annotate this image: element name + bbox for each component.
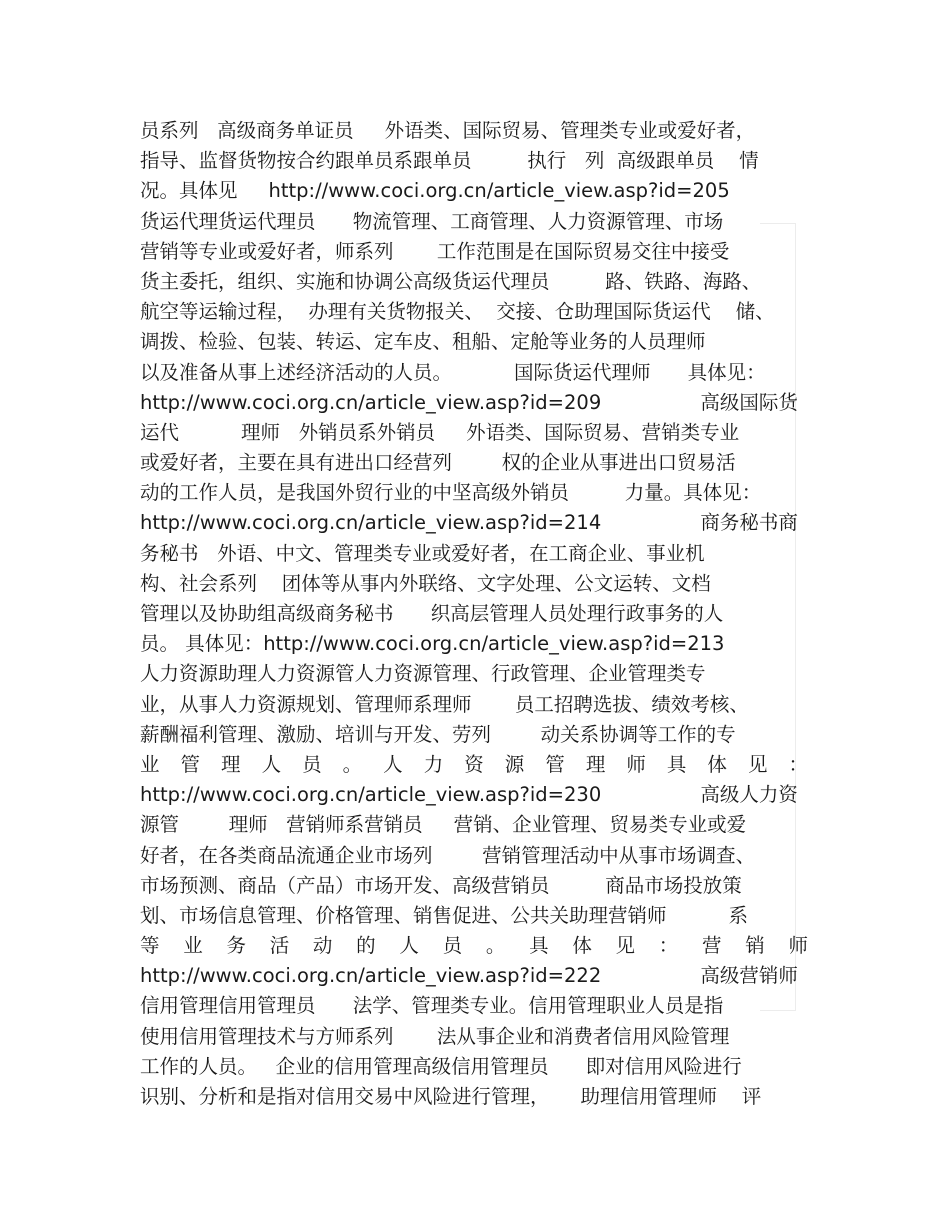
text-line: 工作的人员。 企业的信用管理高级信用管理员 即对信用风险进行 — [140, 1054, 742, 1078]
text-line-justified: 业 管 理 人 员 。 人 力 资 源 管 理 师 具 体 见 ： — [140, 752, 808, 776]
text-line-justified: 等 业 务 活 动 的 人 员 。 具 体 见 ： 营 销 师 — [140, 934, 808, 958]
text-line: 信用管理信用管理员 法学、管理类专业。信用管理职业人员是指 — [140, 994, 724, 1018]
text-line: 识别、分析和是指对信用交易中风险进行管理， 助理信用管理师 评 — [140, 1085, 762, 1108]
text-line: 市场预测、商品（产品）市场开发、高级营销员 商品市场投放策 — [140, 873, 742, 897]
text-line: 航空等运输过程， 办理有关货物报关、 交接、仓助理国际货运代 储、 — [140, 300, 775, 324]
text-line: 务秘书 外语、中文、管理类专业或爱好者，在工商企业、事业机 — [140, 541, 705, 565]
text-line: 源管 理师 营销师系营销员 营销、企业管理、贸易类专业或爱 — [140, 813, 747, 837]
text-line: 以及准备从事上述经济活动的人员。 国际货运代理师 具体见： — [140, 360, 766, 384]
url-line: http://www.coci.org.cn/article_view.asp?id=222 高级营销师 — [140, 964, 798, 988]
text-line: 运代 理师 外销员系外销员 外语类、国际贸易、营销类专业 — [140, 420, 740, 444]
text-line: 或爱好者，主要在具有进出口经营列 权的企业从事进出口贸易活 — [140, 451, 736, 475]
text-line: 动的工作人员，是我国外贸行业的中坚高级外销员 力量。具体见： — [140, 481, 762, 505]
text-line: 业，从事人力资源规划、管理师系理师 员工招聘选拔、绩效考核、 — [140, 692, 749, 716]
text-line: 况。具体见 http://www.coci.org.cn/article_view.asp?id=205 — [140, 179, 730, 203]
text-line: 员。 具体见：http://www.coci.org.cn/article_view.asp?id=213 — [140, 632, 725, 656]
text-line: 好者，在各类商品流通企业市场列 营销管理活动中从事市场调查、 — [140, 843, 756, 867]
text-line: 薪酬福利管理、激励、培训与开发、劳列 动关系协调等工作的专 — [140, 722, 736, 746]
text-line: 划、市场信息管理、价格管理、销售促进、公共关助理营销师 系 — [140, 903, 748, 927]
text-line: 调拨、检验、包装、转运、定车皮、租船、定舱等业务的人员理师 — [140, 330, 706, 354]
text-line: 营销等专业或爱好者，师系列 工作范围是在国际贸易交往中接受 — [140, 239, 730, 263]
text-line: 管理以及协助组高级商务秘书 织高层管理人员处理行政事务的人 — [140, 602, 724, 625]
text-line: 人力资源助理人力资源管人力资源管理、行政管理、企业管理类专 — [140, 662, 706, 686]
url-line: http://www.coci.org.cn/article_view.asp?id=209 高级国际货 — [140, 390, 798, 414]
text-line: 员系列 高级商务单证员 外语类、国际贸易、管理类专业或爱好者， — [140, 119, 756, 142]
text-line: 货主委托，组织、实施和协调公高级货运代理员 路、铁路、海路、 — [140, 269, 762, 293]
text-line: 货运代理货运代理员 物流管理、工商管理、人力资源管理、市场 — [140, 209, 724, 233]
document-body — [140, 116, 808, 1112]
text-line: 使用信用管理技术与方师系列 法从事企业和消费者信用风险管理 — [140, 1024, 730, 1048]
url-line: http://www.coci.org.cn/article_view.asp?id=214 商务秘书商 — [140, 511, 798, 535]
text-line: 指导、监督货物按合约跟单员系跟单员 执行 列 高级跟单员 情 — [140, 149, 759, 173]
url-line: http://www.coci.org.cn/article_view.asp?id=230 高级人力资 — [140, 783, 798, 807]
text-line: 构、社会系列 团体等从事内外联络、文字处理、公文运转、文档 — [140, 571, 711, 595]
